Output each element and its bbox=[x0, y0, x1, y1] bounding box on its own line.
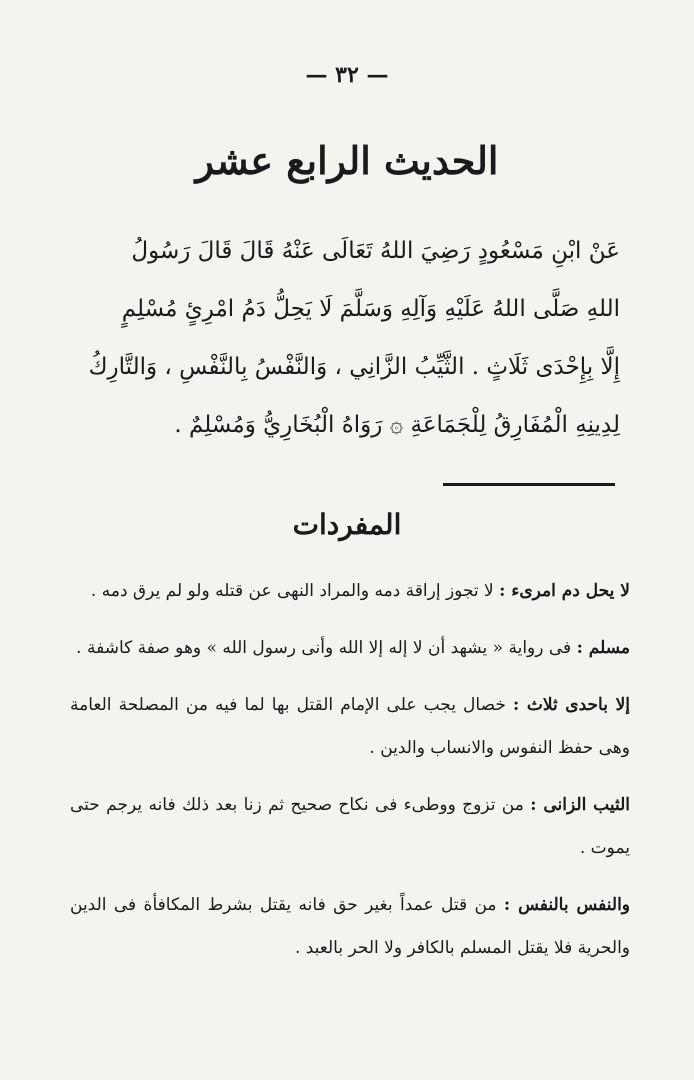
entry-term: إلا باحدى ثلاث : bbox=[512, 695, 630, 715]
entry-term: لا يحل دم امرىء : bbox=[499, 581, 630, 601]
entry-term: والنفس بالنفس : bbox=[503, 895, 630, 915]
page-number: — ٣٢ — bbox=[305, 62, 389, 88]
vocabulary-entry bbox=[70, 784, 630, 870]
hadith-line: لِدِينِهِ الْمُفَارِقُ لِلْجَمَاعَةِ ۞ رَوَاهُ الْبُخَارِيُّ وَمُسْلِمٌ . bbox=[174, 412, 620, 438]
hadith-line: اللهِ صَلَّى اللهُ عَلَيْهِ وَآلِهِ وَسَلَّمَ لَا يَحِلُّ دَمُ امْرِئٍ مُسْلِمٍ bbox=[121, 296, 620, 322]
entry-definition: فى رواية « يشهد أن لا إله إلا الله وأنى رسول الله » وهو صفة كاشفة . bbox=[76, 638, 572, 658]
vocabulary-heading: المفردات bbox=[292, 508, 402, 541]
section-divider bbox=[443, 483, 615, 486]
vocabulary-entry bbox=[70, 684, 630, 770]
entry-definition: لا تجوز إراقة دمه والمراد النهى عن قتله ولو لم يرق دمه . bbox=[90, 581, 494, 601]
vocabulary-entry bbox=[70, 627, 630, 670]
page-title: الحديث الرابع عشر bbox=[195, 138, 499, 183]
vocabulary-list bbox=[70, 570, 630, 984]
entry-definition: من قتل عمداً بغير حق فانه يقتل بشرط المكافأة فى الدين والحرية فلا يقتل المسلم بالكافر ولا الحر بالعبد . bbox=[70, 895, 630, 958]
hadith-line: عَنْ ابْنِ مَسْعُودٍ رَضِيَ اللهُ تَعَالَى عَنْهُ قَالَ قَالَ رَسُولُ bbox=[131, 238, 620, 264]
entry-definition: من تزوج ووطىء فى نكاح صحيح ثم زنا بعد ذلك فانه يرجم حتى يموت . bbox=[70, 795, 630, 858]
entry-term: مسلم : bbox=[576, 638, 630, 658]
vocabulary-entry bbox=[70, 884, 630, 970]
entry-term: الثيب الزانى : bbox=[530, 795, 631, 815]
entry-definition: خصال يجب على الإمام القتل بها لما فيه من المصلحة العامة وهى حفظ النفوس والانساب والدين . bbox=[70, 695, 630, 758]
hadith-text bbox=[80, 222, 620, 454]
vocabulary-entry bbox=[70, 570, 630, 613]
hadith-line: إِلَّا بِإِحْدَى ثَلَاثٍ . الثَّيِّبُ الزَّانِي ، وَالنَّفْسُ بِالنَّفْسِ ، وَالتَّارِكُ bbox=[88, 354, 620, 380]
